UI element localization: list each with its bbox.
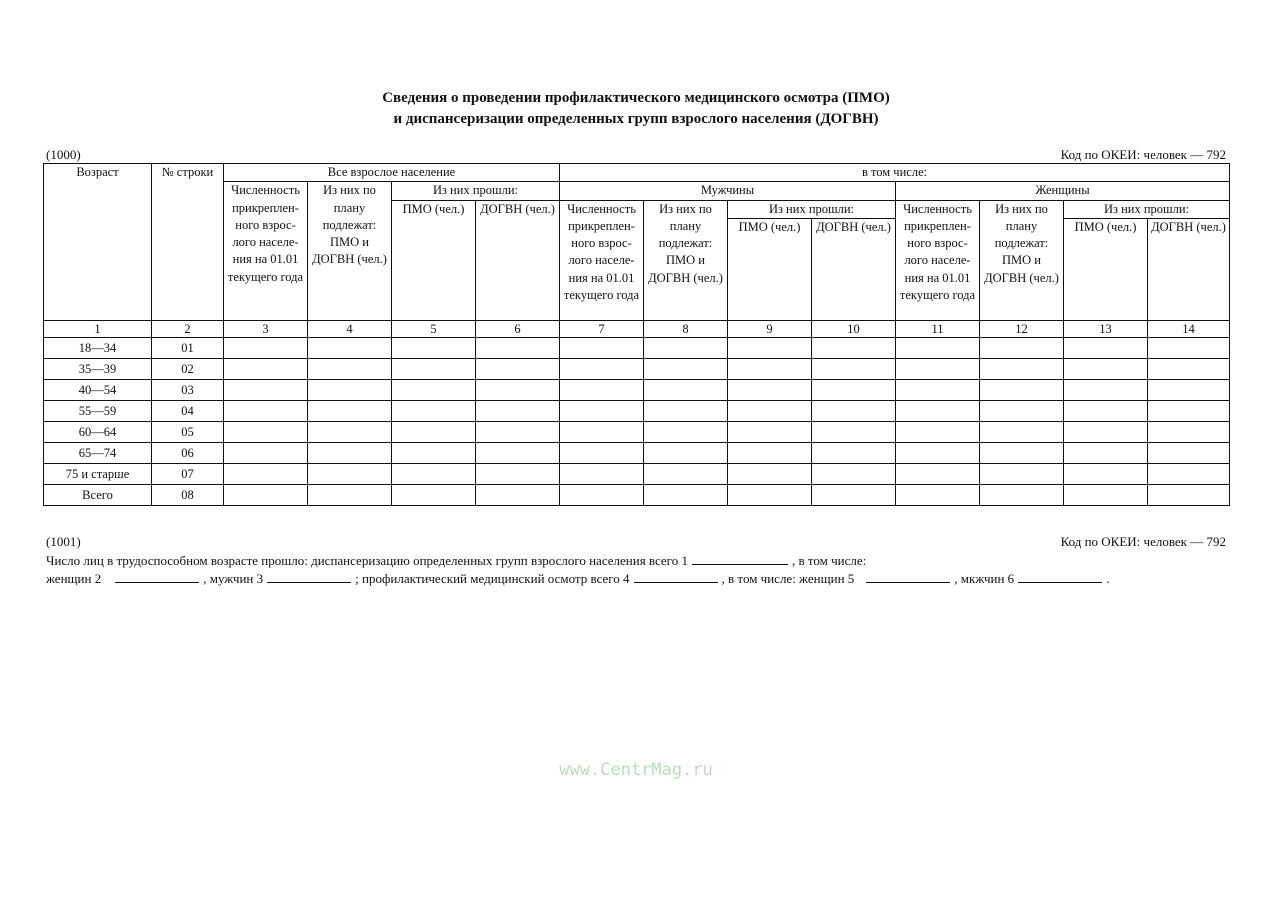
- entry-cell[interactable]: [980, 484, 1064, 505]
- table-row: [44, 358, 1230, 379]
- row-code: 03: [152, 379, 224, 400]
- header-women-attached-count: Численность прикреплен-ного взрос-лого населе-ния на 01.01 текущего года: [896, 200, 980, 320]
- entry-cell[interactable]: [812, 442, 896, 463]
- entry-cell[interactable]: [896, 484, 980, 505]
- table-row: [44, 400, 1230, 421]
- entry-cell[interactable]: [728, 358, 812, 379]
- entry-cell[interactable]: [812, 484, 896, 505]
- header-women-passed: Из них прошли:: [1064, 200, 1230, 218]
- table-row: [44, 442, 1230, 463]
- entry-cell[interactable]: [308, 463, 392, 484]
- entry-cell[interactable]: [1148, 463, 1230, 484]
- column-number: 5: [392, 320, 476, 337]
- column-number: 4: [308, 320, 392, 337]
- header-plan-subject: Из них по плану подлежат: ПМО и ДОГВН (чел.): [308, 182, 392, 321]
- entry-cell[interactable]: [1064, 400, 1148, 421]
- text-line-1: [46, 551, 866, 569]
- entry-cell[interactable]: [224, 442, 308, 463]
- entry-cell[interactable]: [1064, 442, 1148, 463]
- entry-cell[interactable]: [644, 421, 728, 442]
- entry-cell[interactable]: [560, 421, 644, 442]
- entry-cell[interactable]: [392, 400, 476, 421]
- row-code: 05: [152, 421, 224, 442]
- entry-cell[interactable]: [728, 379, 812, 400]
- entry-cell[interactable]: [1148, 442, 1230, 463]
- row-age: 18—34: [44, 337, 152, 358]
- section-1001-okei: Код по ОКЕИ: человек — 792: [1060, 534, 1226, 549]
- entry-cell[interactable]: [1064, 358, 1148, 379]
- entry-cell[interactable]: [392, 379, 476, 400]
- entry-cell[interactable]: [224, 463, 308, 484]
- entry-cell[interactable]: [224, 379, 308, 400]
- men-field[interactable]: [267, 569, 351, 583]
- title-line-1: Сведения о проведении профилактического медицинского осмотра (ПМО): [382, 90, 890, 106]
- entry-cell[interactable]: [896, 358, 980, 379]
- entry-cell[interactable]: [1148, 379, 1230, 400]
- entry-cell[interactable]: [392, 421, 476, 442]
- women-label: женщин 2: [46, 571, 102, 586]
- pmo-total-field[interactable]: [634, 569, 718, 583]
- entry-cell[interactable]: [560, 442, 644, 463]
- column-number: 11: [896, 320, 980, 337]
- row-age: 60—64: [44, 421, 152, 442]
- header-men-pmo: ПМО (чел.): [728, 218, 812, 320]
- entry-cell[interactable]: [308, 337, 392, 358]
- entry-cell[interactable]: [476, 400, 560, 421]
- row-code: 02: [152, 358, 224, 379]
- header-dogvn: ДОГВН (чел.): [476, 200, 560, 320]
- entry-cell[interactable]: [476, 379, 560, 400]
- entry-cell[interactable]: [224, 337, 308, 358]
- entry-cell[interactable]: [980, 358, 1064, 379]
- entry-cell[interactable]: [392, 484, 476, 505]
- entry-cell[interactable]: [1064, 484, 1148, 505]
- title-line-2: и диспансеризации определенных групп взрослого населения (ДОГВН): [393, 111, 879, 127]
- header-women: Женщины: [896, 182, 1230, 200]
- entry-cell[interactable]: [1064, 421, 1148, 442]
- column-number: 14: [1148, 320, 1230, 337]
- entry-cell[interactable]: [392, 463, 476, 484]
- column-number: 1: [44, 320, 152, 337]
- header-all-adults: Все взрослое население: [224, 164, 560, 182]
- header-attached-count: Численность прикреплен-ного взрос-лого населе-ния на 01.01 текущего года: [224, 182, 308, 321]
- column-number-row: [44, 320, 1230, 337]
- column-number: 6: [476, 320, 560, 337]
- header-women-pmo: ПМО (чел.): [1064, 218, 1148, 320]
- pmo-women-label: , в том числе: женщин 5: [721, 571, 855, 586]
- header-pmo: ПМО (чел.): [392, 200, 476, 320]
- entry-cell[interactable]: [644, 379, 728, 400]
- entry-cell[interactable]: [476, 421, 560, 442]
- entry-cell[interactable]: [1148, 337, 1230, 358]
- entry-cell[interactable]: [980, 421, 1064, 442]
- section-1000-code: (1000): [46, 147, 81, 162]
- entry-cell[interactable]: [644, 463, 728, 484]
- entry-cell[interactable]: [980, 442, 1064, 463]
- entry-cell[interactable]: [308, 484, 392, 505]
- entry-cell[interactable]: [476, 484, 560, 505]
- entry-cell[interactable]: [812, 379, 896, 400]
- column-number: 2: [152, 320, 224, 337]
- row-age: 65—74: [44, 442, 152, 463]
- entry-cell[interactable]: [812, 337, 896, 358]
- entry-cell[interactable]: [1148, 421, 1230, 442]
- women-field[interactable]: [115, 569, 199, 583]
- header-including: в том числе:: [560, 164, 1230, 182]
- header-men-dogvn: ДОГВН (чел.): [812, 218, 896, 320]
- entry-cell[interactable]: [308, 421, 392, 442]
- main-form-table: [43, 163, 1230, 506]
- entry-cell[interactable]: [728, 400, 812, 421]
- column-number: 3: [224, 320, 308, 337]
- text-dogvn-total-label: Число лиц в трудоспособном возрасте прошло: диспансеризацию определенных групп взрослого населения всего 1: [46, 553, 688, 568]
- text-end: .: [1106, 571, 1110, 586]
- row-age: 75 и старше: [44, 463, 152, 484]
- column-number: 9: [728, 320, 812, 337]
- entry-cell[interactable]: [896, 463, 980, 484]
- entry-cell[interactable]: [224, 358, 308, 379]
- entry-cell[interactable]: [896, 400, 980, 421]
- entry-cell[interactable]: [728, 337, 812, 358]
- entry-cell[interactable]: [1148, 400, 1230, 421]
- entry-cell[interactable]: [560, 400, 644, 421]
- row-age: 55—59: [44, 400, 152, 421]
- header-men-attached-count: Численность прикреплен-ного взрос-лого населе-ния на 01.01 текущего года: [560, 200, 644, 320]
- entry-cell[interactable]: [392, 358, 476, 379]
- entry-cell[interactable]: [560, 379, 644, 400]
- column-number: 12: [980, 320, 1064, 337]
- watermark: www.CentrMag.ru: [559, 760, 713, 780]
- entry-cell[interactable]: [392, 442, 476, 463]
- entry-cell[interactable]: [644, 442, 728, 463]
- entry-cell[interactable]: [644, 484, 728, 505]
- entry-cell[interactable]: [392, 337, 476, 358]
- column-number: 7: [560, 320, 644, 337]
- header-women-dogvn: ДОГВН (чел.): [1148, 218, 1230, 320]
- men-label: , мужчин 3: [203, 571, 264, 586]
- column-number: 10: [812, 320, 896, 337]
- entry-cell[interactable]: [896, 379, 980, 400]
- document-title: [0, 88, 1272, 130]
- entry-cell[interactable]: [980, 337, 1064, 358]
- entry-cell[interactable]: [980, 379, 1064, 400]
- header-age: Возраст: [44, 164, 152, 321]
- entry-cell[interactable]: [980, 400, 1064, 421]
- entry-cell[interactable]: [812, 463, 896, 484]
- text-including-label: , в том числе:: [791, 553, 867, 568]
- entry-cell[interactable]: [812, 400, 896, 421]
- row-age: 35—39: [44, 358, 152, 379]
- table-row: [44, 484, 1230, 505]
- entry-cell[interactable]: [980, 463, 1064, 484]
- pmo-women-field[interactable]: [866, 569, 950, 583]
- entry-cell[interactable]: [476, 463, 560, 484]
- table-row: [44, 379, 1230, 400]
- text-line-2: [46, 569, 1109, 587]
- header-row-no: № строки: [152, 164, 224, 321]
- entry-cell[interactable]: [812, 358, 896, 379]
- header-men-passed: Из них прошли:: [728, 200, 896, 218]
- entry-cell[interactable]: [1064, 463, 1148, 484]
- entry-cell[interactable]: [560, 484, 644, 505]
- entry-cell[interactable]: [476, 442, 560, 463]
- entry-cell[interactable]: [308, 358, 392, 379]
- entry-cell[interactable]: [644, 337, 728, 358]
- entry-cell[interactable]: [896, 442, 980, 463]
- dogvn-total-field[interactable]: [692, 551, 788, 565]
- entry-cell[interactable]: [728, 421, 812, 442]
- entry-cell[interactable]: [644, 400, 728, 421]
- entry-cell[interactable]: [896, 337, 980, 358]
- table-row: [44, 421, 1230, 442]
- row-age: Всего: [44, 484, 152, 505]
- header-men: Мужчины: [560, 182, 896, 200]
- entry-cell[interactable]: [1148, 358, 1230, 379]
- entry-cell[interactable]: [476, 337, 560, 358]
- entry-cell[interactable]: [224, 421, 308, 442]
- column-number: 13: [1064, 320, 1148, 337]
- entry-cell[interactable]: [476, 358, 560, 379]
- entry-cell[interactable]: [1064, 337, 1148, 358]
- entry-cell[interactable]: [1064, 379, 1148, 400]
- entry-cell[interactable]: [308, 379, 392, 400]
- section-1000-okei: Код по ОКЕИ: человек — 792: [1060, 147, 1226, 162]
- pmo-men-label: , мкжчин 6: [954, 571, 1015, 586]
- row-age: 40—54: [44, 379, 152, 400]
- header-men-plan-subject: Из них по плану подлежат: ПМО и ДОГВН (чел.): [644, 200, 728, 320]
- row-code: 07: [152, 463, 224, 484]
- entry-cell[interactable]: [728, 442, 812, 463]
- section-1001-code: (1001): [46, 534, 81, 549]
- entry-cell[interactable]: [560, 337, 644, 358]
- header-women-plan-subject: Из них по плану подлежат: ПМО и ДОГВН (чел.): [980, 200, 1064, 320]
- entry-cell[interactable]: [644, 358, 728, 379]
- entry-cell[interactable]: [1148, 484, 1230, 505]
- column-number: 8: [644, 320, 728, 337]
- entry-cell[interactable]: [308, 400, 392, 421]
- table-row: [44, 463, 1230, 484]
- row-code: 06: [152, 442, 224, 463]
- entry-cell[interactable]: [308, 442, 392, 463]
- entry-cell[interactable]: [224, 400, 308, 421]
- entry-cell[interactable]: [812, 421, 896, 442]
- pmo-total-label: ; профилактический медицинский осмотр всего 4: [355, 571, 630, 586]
- header-passed: Из них прошли:: [392, 182, 560, 200]
- table-row: [44, 337, 1230, 358]
- entry-cell[interactable]: [560, 358, 644, 379]
- row-code: 01: [152, 337, 224, 358]
- entry-cell[interactable]: [728, 463, 812, 484]
- entry-cell[interactable]: [560, 463, 644, 484]
- row-code: 08: [152, 484, 224, 505]
- pmo-men-field[interactable]: [1018, 569, 1102, 583]
- entry-cell[interactable]: [728, 484, 812, 505]
- row-code: 04: [152, 400, 224, 421]
- entry-cell[interactable]: [224, 484, 308, 505]
- data-rows: [44, 337, 1230, 505]
- entry-cell[interactable]: [896, 421, 980, 442]
